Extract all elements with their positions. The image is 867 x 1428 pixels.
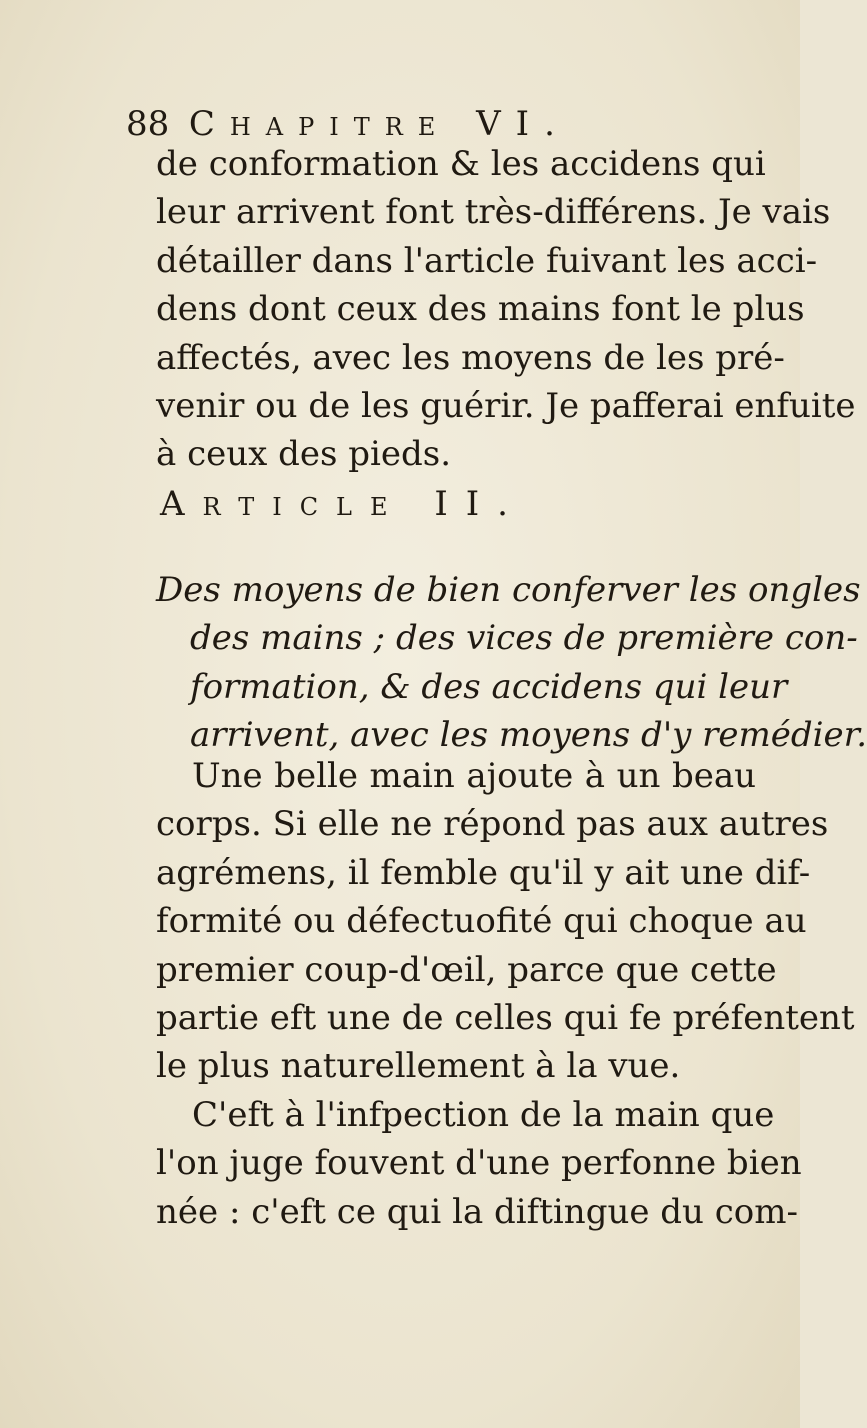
- subtitle-line: Des moyens de bien conferver les ongles: [156, 570, 861, 610]
- text-line: partie eft une de celles qui fe préfentent: [156, 997, 855, 1038]
- text-line: détailler dans l'article fuivant les acci-: [156, 240, 818, 281]
- text-line: née : c'eft ce qui la diftingue du com-: [156, 1191, 798, 1232]
- article-heading: Article II.: [160, 484, 526, 524]
- text-line: à ceux des pieds.: [156, 434, 452, 475]
- text-line: affectés, avec les moyens de les pré-: [156, 337, 785, 378]
- text-line: dens dont ceux des mains font le plus: [156, 289, 805, 330]
- page-number: 88: [126, 104, 170, 144]
- text-line: agrémens, il femble qu'il y ait une dif-: [156, 852, 811, 893]
- text-line: Une belle main ajoute à un beau: [192, 756, 756, 796]
- text-line: leur arrivent font très-différens. Je vais: [156, 192, 831, 233]
- subtitle-line: formation, & des accidens qui leur: [190, 666, 788, 707]
- chapter-title: Chapitre VI.: [188, 104, 570, 144]
- text-line: le plus naturellement à la vue.: [156, 1046, 681, 1087]
- text-line: l'on juge fouvent d'une perfonne bien: [156, 1143, 802, 1184]
- text-line: venir ou de les guérir. Je pafferai enfuite: [156, 385, 856, 426]
- article-subtitle: [156, 566, 867, 760]
- subtitle-line: des mains ; des vices de première con-: [190, 618, 858, 659]
- text-line: formité ou défectuofité qui choque au: [156, 901, 807, 942]
- text-line: de conformation & les accidens qui: [156, 144, 766, 184]
- subtitle-line: arrivent, avec les moyens d'y remédier.: [190, 715, 867, 756]
- text-line: C'eft à l'infpection de la main que: [192, 1094, 775, 1135]
- text-line: corps. Si elle ne répond pas aux autres: [156, 804, 829, 845]
- paragraph-intro: [156, 140, 856, 479]
- text-line: premier coup-d'œil, parce que cette: [156, 949, 777, 990]
- paragraph-main: [156, 752, 855, 1236]
